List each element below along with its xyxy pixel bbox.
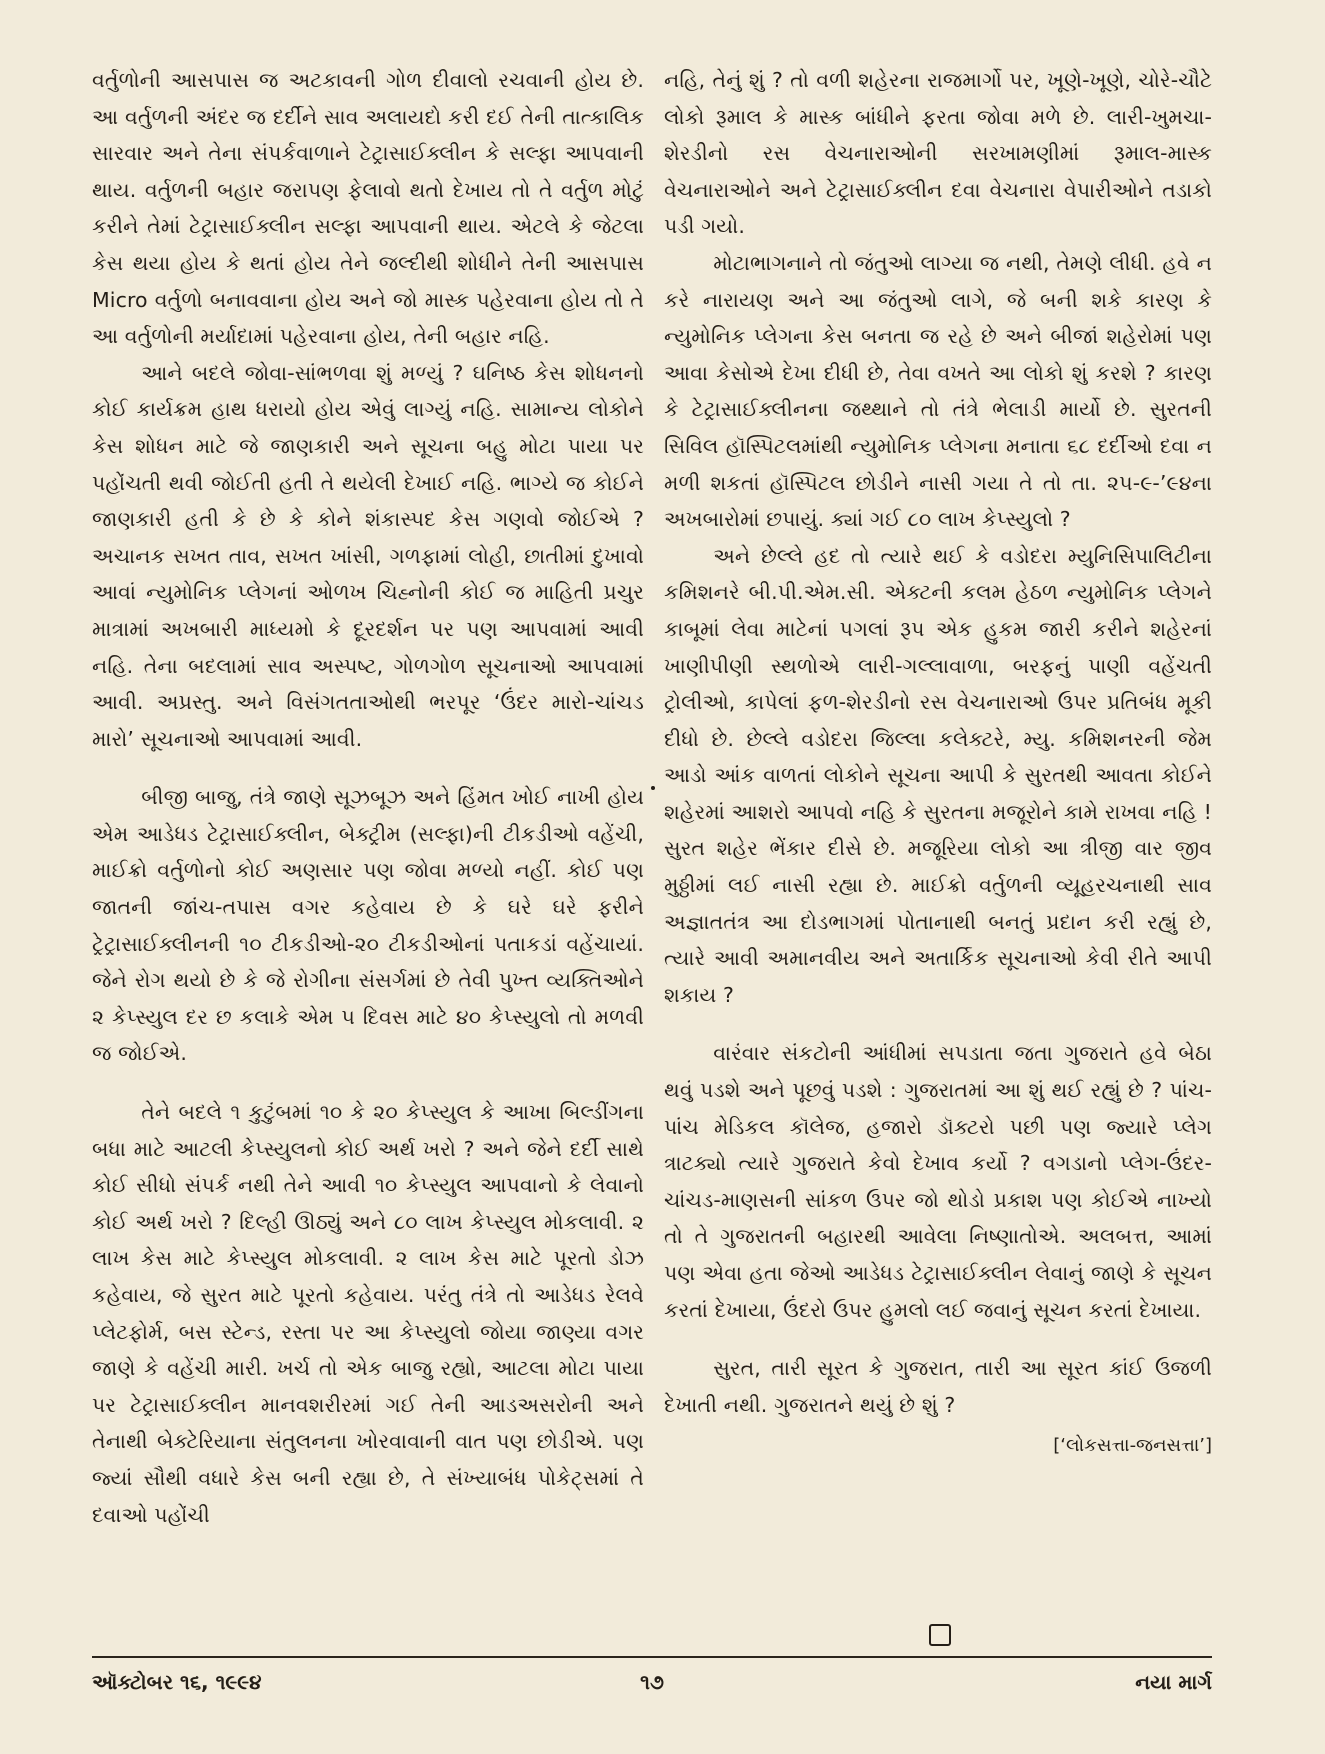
magazine-name: નયા માર્ગ: [1135, 1670, 1212, 1694]
source-credit: [‘લોકસત્તા-જનસત્તા’]: [1053, 1435, 1212, 1457]
paragraph: આને બદલે જોવા-સાંભળવા શું મળ્યું ? ઘનિષ્ઠ કેસ શોધનનો કોઈ કાર્યક્રમ હાથ ધરાયો હોય એવું લાગ્યું નહિ. સામાન્ય લોકોને કેસ શોધન માટે જે જાણકારી અને સૂચના બહુ મોટા પાયા પર પહોંચતી થવી જોઈતી હતી તે થયેલી દેખાઈ નહિ. ભાગ્યે જ કોઈને જાણકારી હતી કે છે કે કોને શંકાસ્પદ કેસ ગણવો જોઈએ ? અચાનક સખત તાવ, સખત ખાંસી, ગળફામાં લોહી, છાતીમાં દુખાવો આવાં ન્યુમોનિક પ્લેગનાં ઓળખ ચિહ્નોની કોઈ જ માહિતી પ્રચુર માત્રામાં અખબારી માધ્યમો કે દૂરદર્શન પર પણ આપવામાં આવી નહિ. તેના બદલામાં સાવ અસ્પષ્ટ, ગોળગોળ સૂચનાઓ આપવામાં આવી. અપ્રસ્તુ. અને વિસંગતતાઓથી ભરપૂર ‘ઉંદર મારો-ચાંચડ મારો’ સૂચનાઓ આપવામાં આવી.: [92, 360, 645, 751]
page-number: ૧૭: [640, 1670, 664, 1694]
page-footer: [92, 1664, 1212, 1704]
paragraph: વર્તુળોની આસપાસ જ અટકાવની ગોળ દીવાલો રચવાની હોય છે. આ વર્તુળની અંદર જ દર્દીને સાવ અલાયદો કરી દઈ તેની તાત્કાલિક સારવાર અને તેના સંપર્કવાળાને ટેટ્રાસાઈક્લીન કે સલ્ફા આપવાની થાય. વર્તુળની બહાર જરાપણ ફેલાવો થતો દેખાય તો તે વર્તુળ મોટું કરીને તેમાં ટેટ્રાસાઈક્લીન સલ્ફા આપવાની થાય. એટલે કે જેટલા કેસ થયા હોય કે થતાં હોય તેને જલ્દીથી શોધીને તેની આસપાસ Micro વર્તુળો બનાવવાના હોય અને જો માસ્ક પહેરવાના હોય તો તે આ વર્તુળોની મર્યાદામાં પહેરવાના હોય, તેની બહાર નહિ.: [92, 68, 644, 349]
end-of-article-box-icon: [929, 1624, 951, 1646]
left-column: [92, 62, 644, 1533]
paragraph: વારંવાર સંકટોની આંધીમાં સપડાતા જતા ગુજરાતે હવે બેઠા થવું પડશે અને પૂછવું પડશે : ગુજરાતમાં આ શું થઈ રહ્યું છે ? પાંચ-પાંચ મેડિકલ કૉલેજ, હજારો ડૉક્ટરો પછી પણ જ્યારે પ્લેગ ત્રાટક્યો ત્યારે ગુજરાતે કેવો દેખાવ કર્યો ? વગડાનો પ્લેગ-ઉંદર-ચાંચડ-માણસની સાંકળ ઉપર જો થોડો પ્રકાશ પણ કોઈએ નાખ્યો તો તે ગુજરાતની બહારથી આવેલા નિષ્ણાતોએ. અલબત્ત, આમાં પણ એવા હતા જેઓ આડેધડ ટેટ્રાસાઈક્લીન લેવાનું જાણે કે સૂચન કરતાં દેખાયા, ઉંદરો ઉપર હુમલો લઈ જવાનું સૂચન કરતાં દેખાયા.: [664, 1041, 1212, 1322]
paragraph: મોટાભાગનાને તો જંતુઓ લાગ્યા જ નથી, તેમણે લીધી. હવે ન કરે નારાયણ અને આ જંતુઓ લાગે, જે બની શકે કારણ કે ન્યુમોનિક પ્લેગના કેસ બનતા જ રહે છે અને બીજાં શહેરોમાં પણ આવા કેસોએ દેખા દીધી છે, તેવા વખતે આ લોકો શું કરશે ? કારણ કે ટેટ્રાસાઈક્લીનના જથ્થાને તો તંત્રે ભેલાડી માર્યો છે. સુરતની સિવિલ હૉસ્પિટલમાંથી ન્યુમોનિક પ્લેગના મનાતા ૬૮ દર્દીઓ દવા ન મળી શકતાં હૉસ્પિટલ છોડીને નાસી ગયા તે તો તા. ૨૫-૯-’૯૪ના અખબારોમાં છપાયું. ક્યાં ગઈ ૮૦ લાખ કેપ્સ્યુલો ?: [664, 250, 1212, 532]
right-column: [664, 62, 1212, 1461]
issue-date: ઑક્ટોબર ૧૬, ૧૯૯૪: [92, 1670, 262, 1694]
paragraph: તેને બદલે ૧ કુટુંબમાં ૧૦ કે ૨૦ કેપ્સ્યુલ કે આખા બિલ્ડીંગના બધા માટે આટલી કેપ્સ્યુલનો કોઈ અર્થ ખરો ? અને જેને દર્દી સાથે કોઈ સીધો સંપર્ક નથી તેને આવી ૧૦ કેપ્સ્યુલ આપવાનો કે લેવાનો કોઈ અર્થ ખરો ? દિલ્હી ઊઠ્યું અને ૮૦ લાખ કેપ્સ્યુલ મોકલાવી. ૨ લાખ કેસ માટે કેપ્સ્યુલ મોકલાવી. ૨ લાખ કેસ માટે પૂરતો ડોઝ કહેવાય, જે સુરત માટે પૂરતો કહેવાય. પરંતુ તંત્રે તો આડેધડ રેલવે પ્લેટફોર્મ, બસ સ્ટેન્ડ, રસ્તા પર આ કેપ્સ્યુલો જોયા જાણ્યા વગર જાણે કે વહેંચી મારી. ખર્ચ તો એક બાજુ રહ્યો, આટલા મોટા પાયા પર ટેટ્રાસાઈક્લીન માનવશરીરમાં ગઈ તેની આડઅસરોની અને તેનાથી બેક્ટેરિયાના સંતુલનના ખોરવાવાની વાત પણ છોડીએ. પણ જ્યાં સૌથી વધારે કેસ બની રહ્યા છે, તે સંખ્યાબંધ પોકેટ્સમાં તે દવાઓ પહોંચી: [92, 1100, 644, 1527]
stray-mark: [651, 786, 655, 790]
paragraph: નહિ, તેનું શું ? તો વળી શહેરના રાજમાર્ગો પર, ખૂણે-ખૂણે, ચોરે-ચૌટે લોકો રૂમાલ કે માસ્ક બાંધીને ફરતા જોવા મળે છે. લારી-ખુમચા-શેરડીનો રસ વેચનારાઓની સરખામણીમાં રૂમાલ-માસ્ક વેચનારાઓને અને ટેટ્રાસાઈક્લીન દવા વેચનારા વેપારીઓને તડાકો પડી ગયો.: [664, 68, 1212, 239]
paragraph: બીજી બાજુ, તંત્રે જાણે સૂઝબૂઝ અને હિંમત ખોઈ નાખી હોય એમ આડેધડ ટેટ્રાસાઈક્લીન, બેક્ટ્રીમ (સલ્ફા)ની ટીકડીઓ વહેંચી, માઈક્રો વર્તુળોનો કોઈ અણસાર પણ જોવા મળ્યો નહીં. કોઈ પણ જાતની જાંચ-તપાસ વગર કહેવાય છે કે ઘરે ઘરે ફરીને ટ્રેટ્રાસાઈક્લીનની ૧૦ ટીકડીઓ-૨૦ ટીકડીઓનાં પતાકડાં વહેંચાયાં. જેને રોગ થયો છે કે જે રોગીના સંસર્ગમાં છે તેવી પુખ્ત વ્યક્તિઓને ૨ કેપ્સ્યુલ દર છ કલાકે એમ ૫ દિવસ માટે ૪૦ કેપ્સ્યુલો તો મળવી જ જોઈએ.: [92, 785, 644, 1066]
footer-divider: [92, 1656, 1212, 1658]
paragraph: સુરત, તારી સૂરત કે ગુજરાત, તારી આ સૂરત કાંઈ ઉજળી દેખાતી નથી. ગુજરાતને થયું છે શું ?: [664, 1356, 1212, 1417]
paragraph: અને છેલ્લે હદ તો ત્યારે થઈ કે વડોદરા મ્યુનિસિપાલિટીના કમિશનરે બી.પી.એમ.સી. એક્ટની કલમ હેઠળ ન્યુમોનિક પ્લેગને કાબૂમાં લેવા માટેનાં પગલાં રૂપ એક હુકમ જારી કરીને શહેરનાં ખાણીપીણી સ્થળોએ લારી-ગલ્લાવાળા, બરફનું પાણી વહેંચતી ટ્રોલીઓ, કાપેલાં ફળ-શેરડીનો રસ વેચનારાઓ ઉપર પ્રતિબંધ મૂકી દીધો છે. છેલ્લે વડોદરા જિલ્લા કલેક્ટરે, મ્યુ. કમિશનરની જેમ આડો આંક વાળતાં લોકોને સૂચના આપી કે સુરતથી આવતા કોઈને શહેરમાં આશરો આપવો નહિ કે સુરતના મજૂરોને કામે રાખવા નહિ ! સુરત શહેર ભેંકાર દીસે છે. મજૂરિયા લોકો આ ત્રીજી વાર જીવ મુઠ્ઠીમાં લઈ નાસી રહ્યા છે. માઈક્રો વર્તુળની વ્યૂહરચનાથી સાવ અજ્ઞાતતંત્ર આ દોડભાગમાં પોતાનાથી બનતું પ્રદાન કરી રહ્યું છે, ત્યારે આવી અમાનવીય અને અતાર્કિક સૂચનાઓ કેવી રીતે આપી શકાય ?: [664, 543, 1212, 1007]
